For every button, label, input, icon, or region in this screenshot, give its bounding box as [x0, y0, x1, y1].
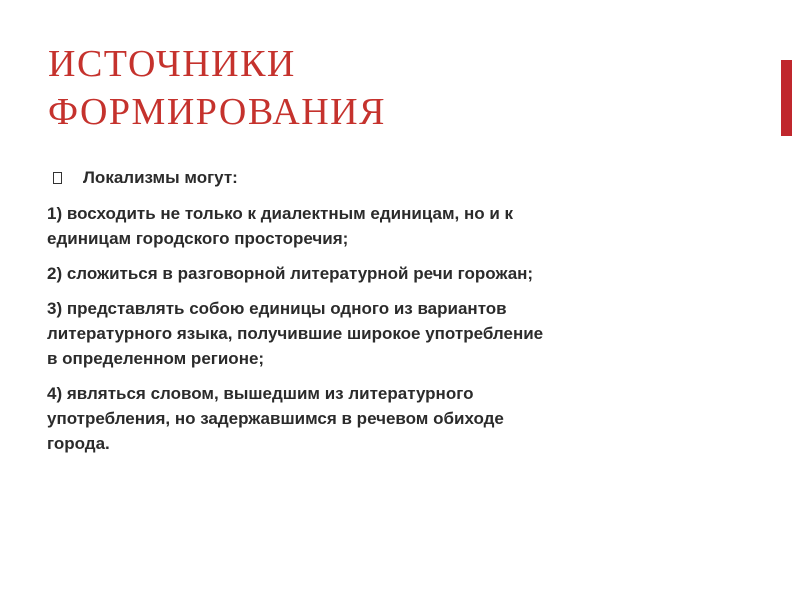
list-item-line: 4) являться словом, вышедшим из литературного	[47, 384, 474, 403]
list-item-line: 2) сложиться в разговорной литературной речи горожан;	[47, 264, 534, 283]
slide-title-line-1: ИСТОЧНИКИ	[48, 43, 296, 85]
slide-body	[47, 165, 727, 466]
list-item-line: литературного языка, получившие широкое употребление	[47, 324, 544, 343]
list-item-4	[47, 381, 727, 456]
list-item-line: единицам городского просторечия;	[47, 229, 349, 248]
list-item-line: города.	[47, 434, 110, 453]
bullet-intro	[47, 165, 727, 190]
list-item-line: употребления, но задержавшимся в речевом обиходе	[47, 409, 504, 428]
bullet-intro-text: Локализмы могут:	[83, 168, 238, 187]
slide-title-line-2: ФОРМИРОВАНИЯ	[48, 91, 386, 133]
accent-bar	[781, 60, 792, 136]
list-item-2	[47, 261, 727, 286]
list-item-line: 3) представлять собою единицы одного из вариантов	[47, 299, 507, 318]
list-item-line: в определенном регионе;	[47, 349, 265, 368]
square-bullet-icon	[53, 172, 62, 184]
list-item-1	[47, 201, 727, 251]
list-item-line: 1) восходить не только к диалектным единицам, но и к	[47, 204, 514, 223]
list-item-3	[47, 296, 727, 371]
slide-title	[48, 40, 688, 136]
